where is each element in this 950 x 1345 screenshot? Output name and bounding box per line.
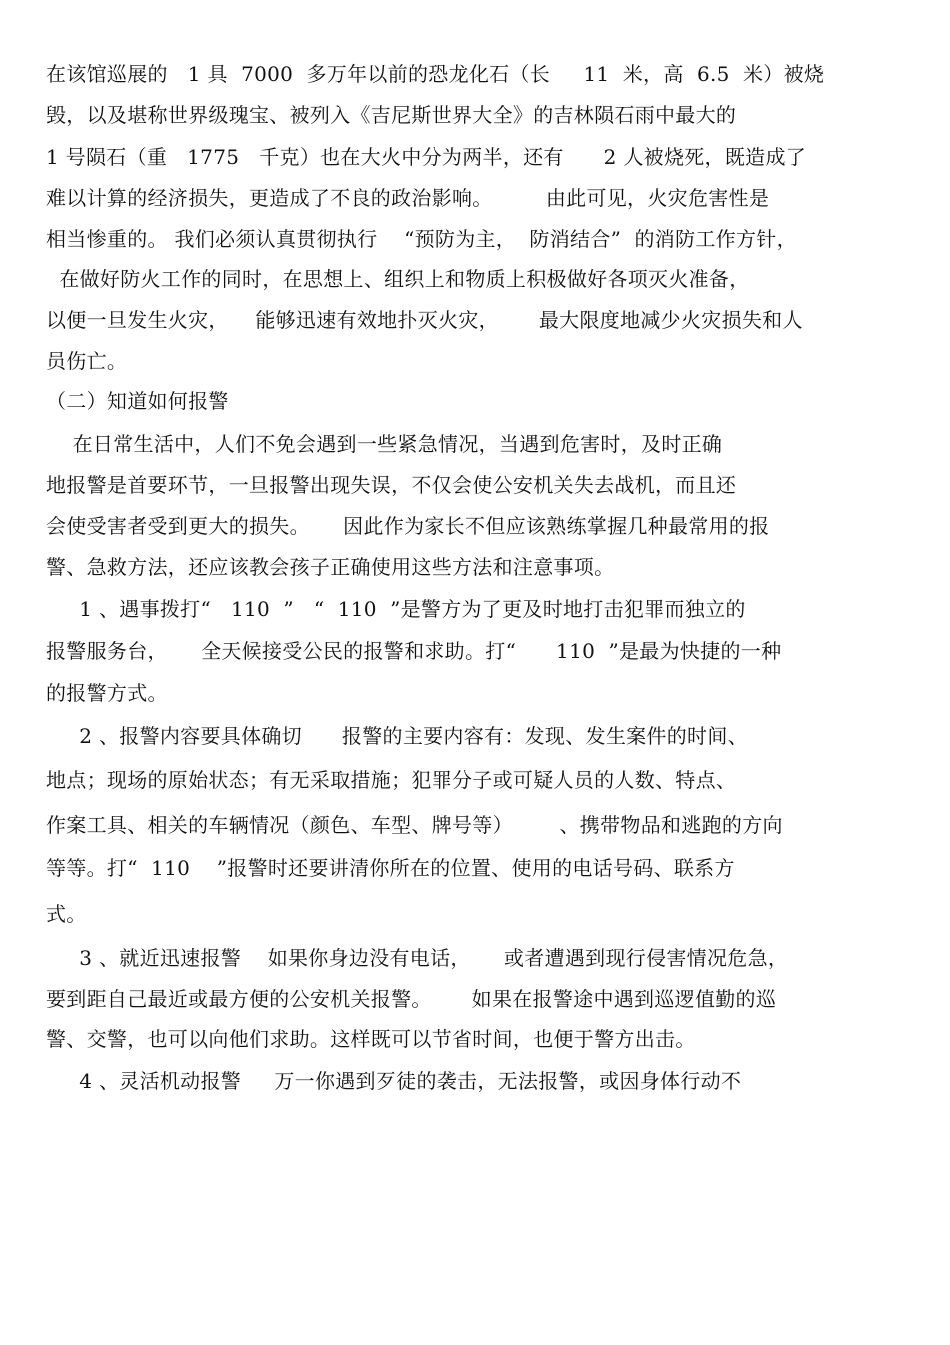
text-line: 式。 bbox=[46, 902, 87, 926]
text-line: 相当惨重的。 我们必须认真贯彻执行 “预防为主， 防消结合” 的消防工作方针， bbox=[46, 227, 797, 251]
text-line: 难以计算的经济损失，更造成了不良的政治影响。 由此可见，火灾危害性是 bbox=[46, 186, 770, 210]
text-line: 警、交警，也可以向他们求助。这样既可以节省时间，也便于警方出击。 bbox=[46, 1027, 696, 1051]
text-line: 等等。打“ 110 ”报警时还要讲清你所在的位置、使用的电话号码、联系方 bbox=[46, 856, 735, 880]
text-line: 员伤亡。 bbox=[46, 349, 128, 373]
text-line: 报警服务台， 全天候接受公民的报警和求助。打“ 110 ”是最为快捷的一种 bbox=[46, 639, 782, 663]
text-line: 毁，以及堪称世界级瑰宝、被列入《吉尼斯世界大全》的吉林陨石雨中最大的 bbox=[46, 103, 737, 127]
text-line: 地点；现场的原始状态；有无采取措施；犯罪分子或可疑人员的人数、特点、 bbox=[46, 768, 737, 792]
text-line: 的报警方式。 bbox=[46, 681, 168, 705]
text-line: 会使受害者受到更大的损失。 因此作为家长不但应该熟练掌握几种最常用的报 bbox=[46, 514, 770, 538]
text-line: 地报警是首要环节，一旦报警出现失误，不仅会使公安机关失去战机，而且还 bbox=[46, 473, 737, 497]
text-line: 3 、就近迅速报警 如果你身边没有电话， 或者遭遇到现行侵害情况危急， bbox=[46, 946, 789, 970]
section-heading: （二）知道如何报警 bbox=[46, 389, 229, 413]
text-line: 4 、灵活机动报警 万一你遇到歹徒的袭击，无法报警，或因身体行动不 bbox=[46, 1069, 742, 1093]
text-line: 在该馆巡展的 1 具 7000 多万年以前的恐龙化石（长 11 米，高 6.5 米）被烧 bbox=[46, 62, 825, 86]
text-line: 警、急救方法，还应该教会孩子正确使用这些方法和注意事项。 bbox=[46, 555, 615, 579]
text-line: 要到距自己最近或最方便的公安机关报警。 如果在报警途中遇到巡逻值勤的巡 bbox=[46, 987, 777, 1011]
text-line: 作案工具、相关的车辆情况（颜色、车型、牌号等） 、携带物品和逃跑的方向 bbox=[46, 813, 783, 837]
text-line: 1 号陨石（重 1775 千克）也在大火中分为两半，还有 2 人被烧死，既造成了 bbox=[46, 145, 807, 169]
text-line: 在日常生活中，人们不免会遇到一些紧急情况，当遇到危害时，及时正确 bbox=[46, 432, 723, 456]
text-line: 2 、报警内容要具体确切 报警的主要内容有：发现、发生案件的时间、 bbox=[46, 724, 748, 748]
text-line: 在做好防火工作的同时，在思想上、组织上和物质上积极做好各项灭火准备， bbox=[46, 267, 750, 291]
text-line: 以便一旦发生火灾， 能够迅速有效地扑灭火灾， 最大限度地减少火灾损失和人 bbox=[46, 308, 803, 332]
text-line: 1 、遇事拨打“ 110 ” “ 110 ”是警方为了更及时地打击犯罪而独立的 bbox=[46, 597, 746, 621]
